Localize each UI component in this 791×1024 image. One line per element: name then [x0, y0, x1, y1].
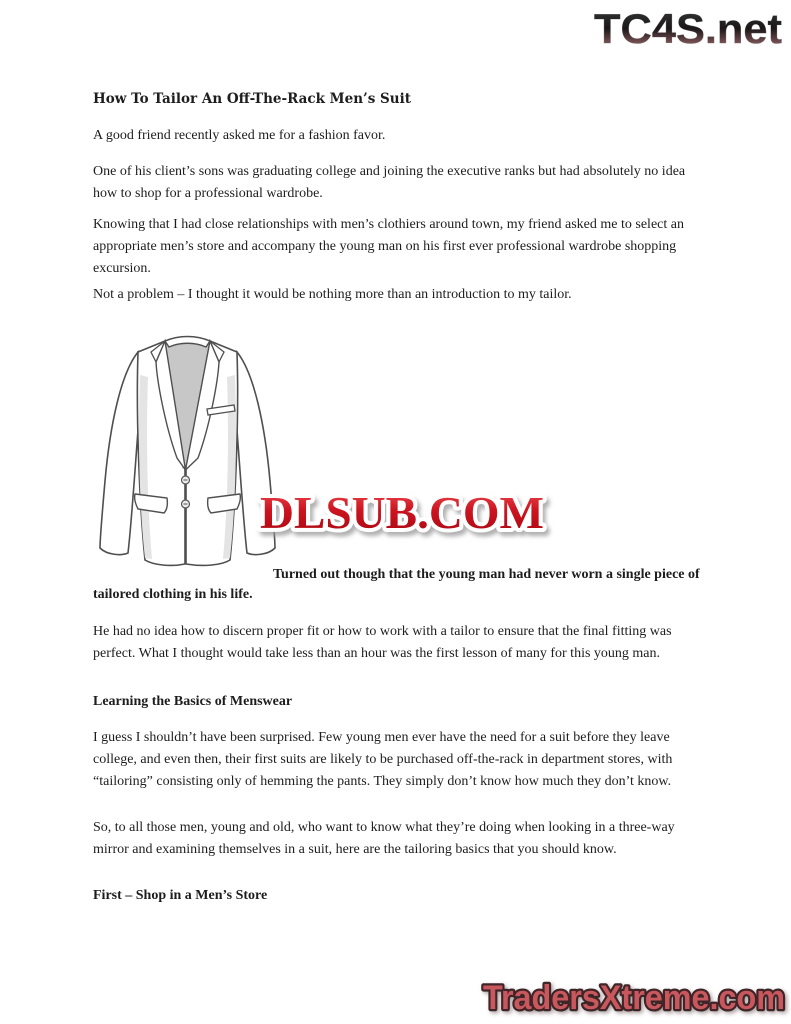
jacket-left-pocket — [135, 494, 168, 513]
intro-paragraph-1: A good friend recently asked me for a fashion favor. — [93, 128, 386, 143]
tradersxtreme-logo-graphic — [476, 974, 791, 1022]
lead-bold-paragraph: Turned out though that the young man had never worn a single piece of tailored clothing in his life. — [93, 567, 700, 602]
intro-paragraph-4: Not a problem – I thought it would be nothing more than an introduction to my tailor. — [93, 287, 572, 302]
section-paragraph-2: So, to all those men, young and old, who want to know what they’re doing when looking in a three-way mirror and examining themselves in a suit, here are the tailoring basics that you should know. — [93, 820, 675, 857]
intro-paragraph-2: One of his client’s sons was graduating college and joining the executive ranks but had absolutely no idea how to shop for a professional wardrobe. — [93, 164, 686, 201]
article-title: How To Tailor An Off-The-Rack Men’s Suit — [93, 91, 411, 107]
site-logo-tc4s — [588, 2, 788, 59]
tradersxtreme-logo-text: TradersXtreme.com — [483, 979, 785, 1017]
jacket-right-pocket — [208, 494, 241, 513]
site-logo-tradersxtreme — [476, 974, 791, 1024]
section-paragraph-1: I guess I shouldn’t have been surprised. Few young men ever have the need for a suit before they leave college, and even then, their first suits are likely to be purchased off-the-rack in department stores, with “tailoring” consisting only of hemming the pants. They simply don’t know how much they don’t know. — [93, 730, 673, 789]
tc4s-logo-text: TC4S.net — [594, 5, 783, 52]
section-heading-first-shop: First – Shop in a Men’s Store — [93, 888, 268, 903]
intro-paragraph-3: Knowing that I had close relationships with men’s clothiers around town, my friend asked me to select an appropriate men’s store and accompany the young man on his first ever professional wardrobe shopping excursion. — [93, 217, 684, 276]
section-heading-basics: Learning the Basics of Menswear — [93, 694, 293, 709]
tc4s-logo-graphic — [588, 2, 788, 54]
jacket-left-sleeve — [100, 352, 140, 555]
dlsub-watermark-graphic — [252, 480, 552, 546]
dlsub-watermark-text: DLSUB.COM — [260, 487, 544, 538]
dlsub-watermark — [252, 480, 552, 551]
paragraph-after-figure: He had no idea how to discern proper fit or how to work with a tailor to ensure that the final fitting was perfect. What I thought would take less than an hour was the first lesson of many for this young man. — [93, 624, 672, 661]
